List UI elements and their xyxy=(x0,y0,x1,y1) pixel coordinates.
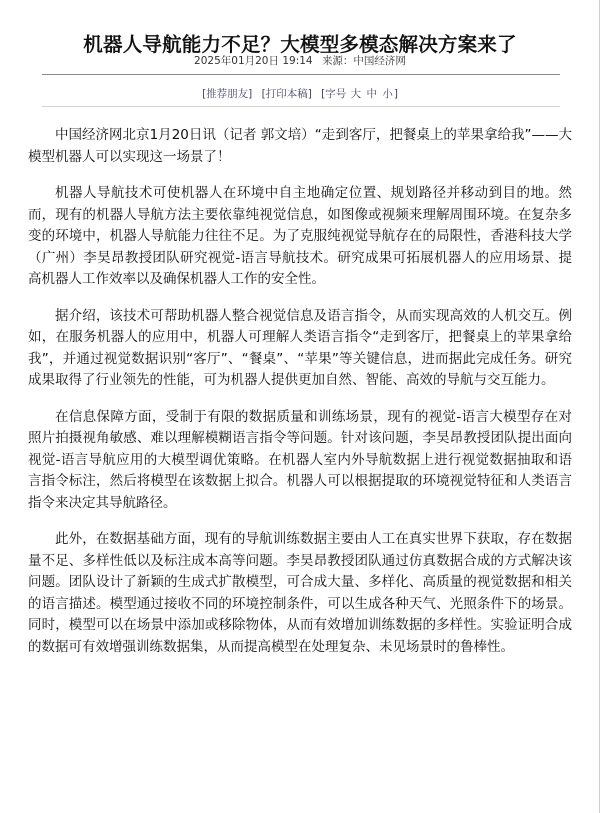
font-size-prefix: [字号 xyxy=(321,88,347,100)
article-paragraph: 在信息保障方面，受制于有限的数据质量和训练场景，现有的视觉-语言大模型存在对照片拍摄视角敏感、难以理解模糊语言指令等问题。针对该问题，李昊昂教授团队提出面向视觉-语言导航应用的大模型调优策略。在机器人室内外导航数据上进行视觉数据抽取和语言指令标注，然后将模型在该数据上拟合。机器人可以根据提取的环境视觉特征和人类语言指令来决定其导航路径。 xyxy=(28,408,572,511)
article-paragraph: 中国经济网北京1月20日讯（记者 郭文培）“走到客厅，把餐桌上的苹果拿给我”——大模型机器人可以实现这一场景了！ xyxy=(28,127,572,165)
recommend-friend-link[interactable]: [推荐朋友] xyxy=(202,88,253,100)
page-title: 机器人导航能力不足？大模型多模态解决方案来了 xyxy=(83,33,517,57)
publish-date: 2025年01月20日 19:14 xyxy=(194,55,313,67)
article-paragraph: 此外，在数据基础方面，现有的导航训练数据主要由人工在真实世界下获取，存在数据量不足、多样性低以及标注成本高等问题。李昊昂教授团队通过仿真数据合成的方式解决该问题。团队设计了新颖的生成式扩散模型，可合成大量、多样化、高质量的视觉数据和相关的语言描述。模型通过接收不同的环境控制条件，可以生成各种天气、光照条件下的场景。同时，模型可以在场景中添加或移除物体，从而有效增加训练数据的多样性。实验证明合成的数据可有效增强训练数据集，从而提高模型在处理复杂、未见场景时的鲁棒性。 xyxy=(28,531,572,655)
font-size-medium-link[interactable]: 中 xyxy=(366,88,377,100)
font-size-suffix: ] xyxy=(393,88,398,100)
article-paragraph: 据介绍，该技术可帮助机器人整合视觉信息及语言指令，从而实现高效的人机交互。例如，在服务机器人的应用中，机器人可理解人类语言指令“走到客厅，把餐桌上的苹果拿给我”，并通过视觉数据识别“客厅”、“餐桌”、“苹果”等关键信息，进而据此完成任务。研究成果取得了行业领先的性能，可为机器人提供更加自然、智能、高效的导航与交互能力。 xyxy=(28,307,572,388)
article-source: 来源：中国经济网 xyxy=(321,55,406,67)
font-size-small-link[interactable]: 小 xyxy=(382,88,393,100)
font-size-large-link[interactable]: 大 xyxy=(350,88,362,100)
font-size-control xyxy=(321,88,398,100)
article-paragraph: 机器人导航技术可使机器人在环境中自主地确定位置、规划路径并移动到目的地。然而，现有的机器人导航方法主要依靠纯视觉信息，如图像或视频来理解周围环境。在复杂多变的环境中，机器人导航能力往往不足。为了克服纯视觉导航存在的局限性，香港科技大学（广州）李昊昂教授团队研究视觉-语言导航技术。研究成果可拓展机器人的应用场景、提高机器人工作效率以及确保机器人工作的安全性。 xyxy=(28,185,572,287)
toolbar-divider xyxy=(42,106,560,107)
title-divider xyxy=(42,74,560,75)
article-toolbar xyxy=(0,86,600,101)
article-meta xyxy=(0,53,600,68)
print-article-link[interactable]: [打印本稿] xyxy=(261,88,312,100)
article-body xyxy=(28,125,572,673)
